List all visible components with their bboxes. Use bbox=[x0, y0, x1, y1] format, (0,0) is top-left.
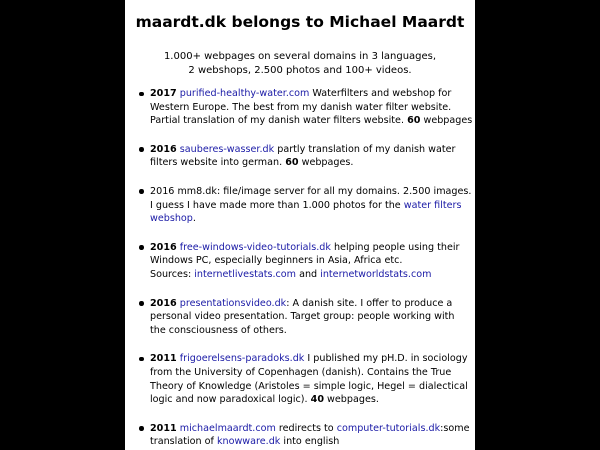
item-count: 60 bbox=[285, 157, 299, 169]
page-title: maardt.dk belongs to Michael Maardt bbox=[135, 13, 465, 31]
item-count: 40 bbox=[310, 394, 324, 406]
item-year: 2017 bbox=[150, 88, 177, 99]
item-text: into english bbox=[280, 436, 340, 448]
item-text: webpages. bbox=[324, 394, 379, 406]
item-text: helping people using their Windows PC, especially beginners in Asia, Africa etc. bbox=[150, 241, 460, 267]
item-year: 2016 bbox=[150, 297, 177, 309]
link-knowware[interactable]: knowware.dk bbox=[216, 436, 281, 448]
item-count: 60 bbox=[407, 115, 421, 127]
link-frigoerelsens-paradoks[interactable]: frigoerelsens-paradoks.dk bbox=[179, 353, 305, 365]
page-content bbox=[125, 0, 475, 450]
intro-text bbox=[125, 50, 475, 77]
list-item bbox=[150, 422, 475, 449]
item-text: . bbox=[192, 213, 196, 225]
item-year: 2016 bbox=[150, 241, 177, 253]
link-computer-tutorials[interactable]: computer-tutorials.dk bbox=[336, 422, 441, 434]
list-item bbox=[150, 87, 475, 128]
item-text: partly translation of my danish water filters website into german. bbox=[150, 143, 456, 169]
sources-label: Sources: bbox=[150, 268, 195, 280]
list-item bbox=[150, 352, 475, 406]
item-text: Waterfilters and webshop for Western Europe. The best from my danish water filter website. Partial translation of my danish water filters website. bbox=[150, 88, 452, 127]
list-item bbox=[150, 185, 475, 226]
intro-line-2: 2 webshops, 2.500 photos and 100+ videos. bbox=[188, 64, 412, 76]
item-text: and bbox=[296, 268, 321, 280]
domain-list bbox=[125, 87, 475, 449]
list-item bbox=[150, 241, 475, 282]
intro-line-1: 1.000+ webpages on several domains in 3 languages, bbox=[163, 51, 437, 62]
link-free-windows-video-tutorials[interactable]: free-windows-video-tutorials.dk bbox=[179, 241, 331, 253]
item-text: I published my pH.D. in sociology from the University of Copenhagen (danish). Contains the True Theory of Knowledge (Aristoles = simple logic, Hegel = dialectical logic and now paradoxical logic). bbox=[150, 353, 468, 406]
link-presentationsvideo[interactable]: presentationsvideo.dk bbox=[179, 297, 287, 309]
item-text: :some translation of bbox=[150, 422, 470, 448]
item-text: webpages bbox=[420, 115, 473, 127]
link-sauberes-wasser[interactable]: sauberes-wasser.dk bbox=[179, 143, 275, 155]
list-item bbox=[150, 297, 475, 338]
item-year: 2011 bbox=[150, 353, 177, 365]
item-text: redirects to bbox=[275, 422, 337, 434]
item-text: 2016 mm8.dk: file/image server for all my domains. 2.500 images. I guess I have made more than 1.000 photos for the bbox=[150, 185, 472, 211]
link-water-filters-webshop[interactable]: water filters webshop bbox=[150, 199, 462, 225]
item-text: : A danish site. I offer to produce a personal video presentation. Target group: people working with the consciousness of others. bbox=[150, 297, 455, 336]
link-internetlivestats[interactable]: internetlivestats.com bbox=[194, 268, 297, 280]
list-item bbox=[150, 143, 475, 170]
item-year: 2016 bbox=[150, 143, 177, 155]
link-purified-healthy-water[interactable]: purified-healthy-water.com bbox=[179, 88, 310, 99]
item-text: webpages. bbox=[298, 157, 354, 169]
item-year: 2011 bbox=[150, 422, 177, 434]
link-michaelmaardt[interactable]: michaelmaardt.com bbox=[179, 422, 276, 434]
link-internetworldstats[interactable]: internetworldstats.com bbox=[320, 268, 432, 280]
